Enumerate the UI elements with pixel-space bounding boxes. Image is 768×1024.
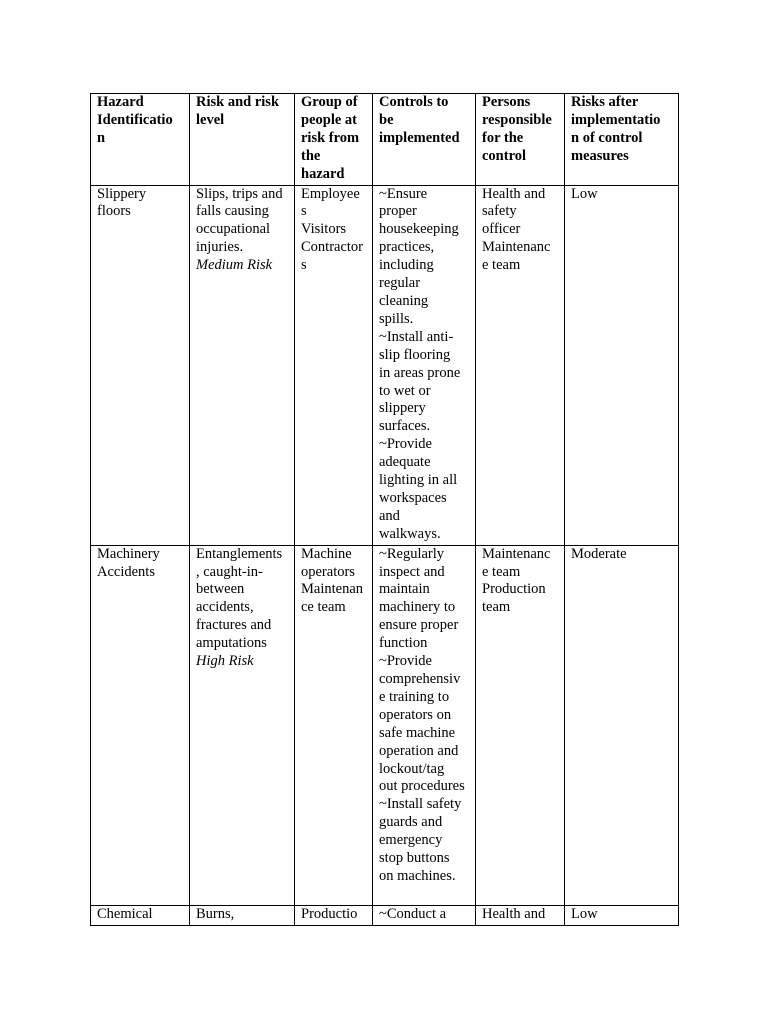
table-row bbox=[91, 905, 679, 925]
cell-group: Productio bbox=[295, 905, 373, 925]
cell-risks-after: Low bbox=[565, 185, 679, 545]
header-controls: Controls to be implemented bbox=[373, 94, 476, 186]
cell-hazard: Machinery Accidents bbox=[91, 545, 190, 905]
risk-level-label: High Risk bbox=[196, 653, 254, 670]
cell-hazard: Slippery floors bbox=[91, 185, 190, 545]
cell-risk: Slips, trips and falls causing occupational injuries. Medium Risk bbox=[190, 185, 295, 545]
cell-group: Employee s Visitors Contractor s bbox=[295, 185, 373, 545]
table-header bbox=[91, 94, 679, 186]
cell-persons: Maintenanc e team Production team bbox=[476, 545, 565, 905]
cell-persons: Health and safety officer Maintenanc e team bbox=[476, 185, 565, 545]
cell-risks-after: Moderate bbox=[565, 545, 679, 905]
table-body bbox=[91, 185, 679, 925]
header-row bbox=[91, 94, 679, 186]
header-persons-responsible: Persons responsible for the control bbox=[476, 94, 565, 186]
cell-risk: Entanglements , caught-in- between accidents, fractures and amputations High Risk bbox=[190, 545, 295, 905]
cell-risk: Burns, bbox=[190, 905, 295, 925]
header-group-at-risk: Group of people at risk from the hazard bbox=[295, 94, 373, 186]
risk-assessment-table bbox=[90, 93, 679, 926]
table-row bbox=[91, 545, 679, 905]
header-risk-level: Risk and risk level bbox=[190, 94, 295, 186]
cell-controls: ~Regularly inspect and maintain machinery to ensure proper function ~Provide comprehensiv e training to operators on safe machine operation and lockout/tag out procedures ~Install safety guards and emergency stop buttons on machines. bbox=[373, 545, 476, 905]
cell-risks-after: Low bbox=[565, 905, 679, 925]
header-risks-after: Risks after implementatio n of control measures bbox=[565, 94, 679, 186]
cell-group: Machine operators Maintenan ce team bbox=[295, 545, 373, 905]
header-hazard-identification: Hazard Identificatio n bbox=[91, 94, 190, 186]
table-row bbox=[91, 185, 679, 545]
cell-persons: Health and bbox=[476, 905, 565, 925]
risk-level-label: Medium Risk bbox=[196, 257, 273, 274]
cell-controls: ~Conduct a bbox=[373, 905, 476, 925]
cell-hazard: Chemical bbox=[91, 905, 190, 925]
cell-controls: ~Ensure proper housekeeping practices, including regular cleaning spills. ~Install anti- slip flooring in areas prone to wet or slippery surfaces. ~Provide adequate lighting in all workspaces and walkways. bbox=[373, 185, 476, 545]
